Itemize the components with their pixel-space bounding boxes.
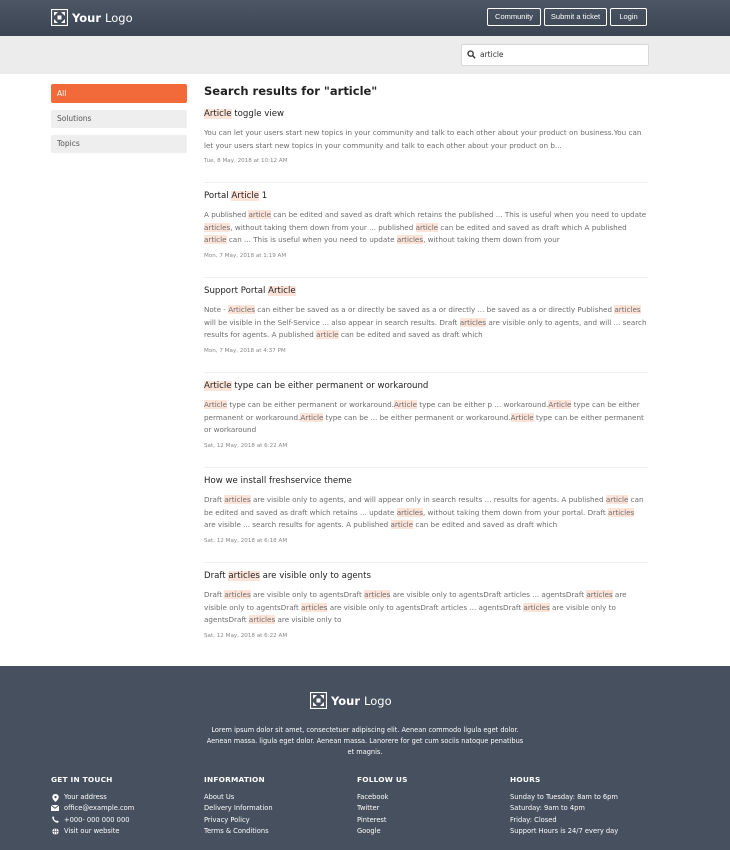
search-result [204,475,648,544]
footer-phone[interactable] [51,815,134,826]
result-title-link[interactable] [204,108,648,121]
hours-line: Friday: Closed [510,815,557,824]
result-snippet [204,494,648,532]
text-segment: are visible only to agentsDraft [204,590,627,612]
search-term-highlight: articles [204,222,231,232]
footer-link-facebook[interactable]: Facebook [357,793,389,801]
footer-link-google[interactable]: Google [357,826,381,835]
text-segment: are visible only to agents [259,571,371,581]
search-term-highlight: article [605,495,629,504]
text-segment: are visible ... search results for agents. A published [204,520,391,530]
text-segment: type can be either p ... workaround. [417,400,549,409]
result-date: Sat, 12 May, 2018 at 6:18 AM [204,537,288,544]
phone-icon [51,816,59,824]
search-term-highlight: articles [523,602,550,612]
footer-column-get-in-touch [51,775,134,837]
logo-word-bold: Your [331,693,361,708]
result-date: Tue, 8 May, 2018 at 10:12 AM [204,158,288,165]
results-heading: Search results for "article" [204,84,378,98]
footer-logo[interactable] [310,692,392,709]
search-term-highlight: article [390,520,414,530]
text-segment: can either be saved as a or directly be saved as a or directly ... be saved as a or directly Published [255,305,615,314]
search-result [204,570,648,639]
text-segment: How we install freshservice theme [204,476,352,486]
text-segment: type can be ... be either permanent or workaround. [323,412,511,422]
search-term-highlight: Article [204,381,232,391]
text-segment: Draft [204,590,225,599]
result-divider [204,372,648,373]
logo-text [331,694,392,708]
footer-heading: GET IN TOUCH [51,775,113,784]
search-term-highlight: articles [586,590,613,599]
text-segment: , without taking them down from your ... published [230,222,416,232]
filter-topics[interactable]: Topics [51,135,187,153]
footer-address-text: Your address [64,793,107,801]
search-term-highlight: articles [301,602,328,612]
search-term-highlight: articles [224,495,251,504]
search-result [204,108,648,164]
footer-address[interactable] [51,792,134,803]
logo-text [72,11,133,25]
result-divider [204,182,648,183]
search-query-text: article [480,50,504,59]
result-snippet [204,127,648,152]
envelope-icon [51,805,59,813]
search-term-highlight: Article [548,400,572,409]
search-term-highlight: Article [510,412,534,422]
text-segment: Support Portal [204,286,269,296]
logo-word-light: Logo [105,10,133,25]
submit-ticket-button[interactable]: Submit a ticket [544,8,607,26]
text-segment: You can let your users start new topics in your community and talk to each other about your product on business.You can let your users start new topics in your community and talk to each other about your product on b... [204,128,642,150]
search-term-highlight: Article [204,400,228,409]
result-date: Sat, 12 May, 2018 at 6:22 AM [204,632,288,639]
search-term-highlight: articles [248,615,276,625]
result-snippet [204,209,648,247]
text-segment: type can be either permanent or workaround. [227,400,394,409]
filter-solutions[interactable]: Solutions [51,110,187,128]
login-button[interactable]: Login [610,8,647,26]
search-term-highlight: articles [396,507,423,517]
text-segment: can be edited and saved as draft which retains the published ... This is useful when you need to update [271,210,647,219]
search-term-highlight: Article [204,109,232,119]
result-divider [204,562,648,563]
text-segment: are visible only to agents, and will ... search results for agents. A published [204,317,647,340]
search-term-highlight: articles [459,317,487,327]
search-term-highlight: articles [614,305,641,314]
logo-word-bold: Your [72,10,102,25]
text-segment: , without taking them down from your [423,235,560,245]
search-term-highlight: Article [231,191,259,201]
text-segment: A published [204,210,249,219]
text-segment: 1 [259,191,268,201]
search-term-highlight: articles [224,590,251,599]
logo-icon [310,692,327,709]
result-date: Sat, 12 May, 2018 at 6:22 AM [204,442,288,449]
footer-link-pinterest[interactable]: Pinterest [357,815,387,824]
text-segment: will be visible in the Self-Service ... also appear in search results. Draft [204,317,460,327]
search-term-highlight: articles [607,507,635,517]
result-title-link[interactable] [204,380,648,393]
search-strip [0,36,730,74]
search-term-highlight: articles [228,571,260,581]
site-footer [0,666,730,850]
search-term-highlight: article [415,222,439,232]
text-segment: can be edited and saved as draft which [413,520,558,530]
footer-heading: INFORMATION [204,775,265,784]
footer-email-text: office@example.com [64,804,135,813]
hours-line: Support Hours is 24/7 every day [510,826,619,835]
text-segment: Draft [204,571,229,581]
text-segment: are visible only to agentsDraft articles ... agentsDraft [327,602,524,612]
filter-all[interactable]: All [51,84,187,103]
logo-icon [51,9,68,26]
footer-column-information [204,775,273,837]
footer-column-hours [510,775,618,837]
text-segment: are visible only to agents, and will appear only in search results ... results for agents. A published [250,495,606,504]
search-term-highlight: articles [396,235,424,245]
search-result [204,380,648,449]
result-title-link[interactable] [204,190,648,203]
search-input[interactable] [461,44,649,66]
text-segment: Portal [204,191,232,201]
text-segment: are visible only to agentsDraft [250,590,365,599]
hours-line: Saturday: 9am to 4pm [510,804,585,813]
result-divider [204,467,648,468]
text-segment: can be edited and saved as draft which [338,330,483,340]
text-segment: are visible only to agentsDraft articles ... agentsDraft [390,590,587,599]
result-snippet [204,399,648,437]
text-segment: Draft [204,495,225,504]
text-segment: type can be either permanent or workaround [204,412,644,435]
result-title-link[interactable] [204,570,648,583]
globe-icon [51,828,59,836]
search-result [204,190,648,259]
search-icon [467,50,476,59]
result-snippet [204,304,648,342]
text-segment: , without taking them down from your portal. Draft [422,507,608,517]
search-term-highlight: article [316,330,339,340]
result-divider [204,277,648,278]
footer-link-delivery[interactable]: Delivery Information [204,804,273,813]
footer-heading: FOLLOW US [357,775,408,784]
text-segment: are visible only to agentsDraft [204,602,616,625]
footer-website-text: Visit our website [64,826,120,835]
search-result [204,285,648,354]
search-term-highlight: articles [364,590,391,599]
brand-logo[interactable] [51,9,133,26]
footer-heading: HOURS [510,775,541,784]
text-segment: can ... This is useful when you need to update [226,235,397,245]
text-segment: are visible only to [275,615,342,625]
footer-email[interactable] [51,803,134,814]
search-term-highlight: Article [393,400,417,409]
footer-link-terms[interactable]: Terms & Conditions [204,826,269,835]
text-segment: type can be either permanent or workaround. [204,400,640,422]
text-segment: can be edited and saved as draft which A published [438,222,627,232]
search-term-highlight: Articles [228,305,255,314]
footer-description: Lorem ipsum dolor sit amet, consectetuer adipiscing elit. Aenean commodo ligula eget dolor. Aenean massa. ligula eget dolor. Aenean massa. Lanorere for get cum sociis natoque penatibus et magnis. [206,726,524,757]
result-date: Mon, 7 May, 2018 at 1:19 AM [204,252,287,259]
footer-link-privacy[interactable]: Privacy Policy [204,815,250,824]
community-button[interactable]: Community [487,8,541,26]
search-term-highlight: article [204,235,227,245]
top-navigation-bar [0,0,730,36]
result-title-link[interactable] [204,285,648,298]
text-segment: type can be either permanent or workaround [231,381,429,391]
logo-word-light: Logo [364,693,392,708]
text-segment: can be edited and saved as draft which retains ... update [204,495,644,517]
footer-website[interactable] [51,826,134,837]
hours-line: Sunday to Tuesday: 8am to 6pm [510,793,618,801]
result-snippet [204,589,648,627]
search-term-highlight: article [248,210,271,219]
footer-phone-text: +000- 000 000 000 [64,815,130,824]
search-term-highlight: Article [268,286,296,296]
footer-column-follow-us [357,775,408,837]
text-segment: Note - [204,305,229,314]
location-pin-icon [51,794,59,802]
result-date: Mon, 7 May, 2018 at 4:37 PM [204,347,286,354]
text-segment: toggle view [231,109,285,119]
footer-link-twitter[interactable]: Twitter [357,804,380,813]
search-term-highlight: Article [300,412,324,422]
result-title-link[interactable] [204,475,648,488]
footer-link-about-us[interactable]: About Us [204,793,235,801]
